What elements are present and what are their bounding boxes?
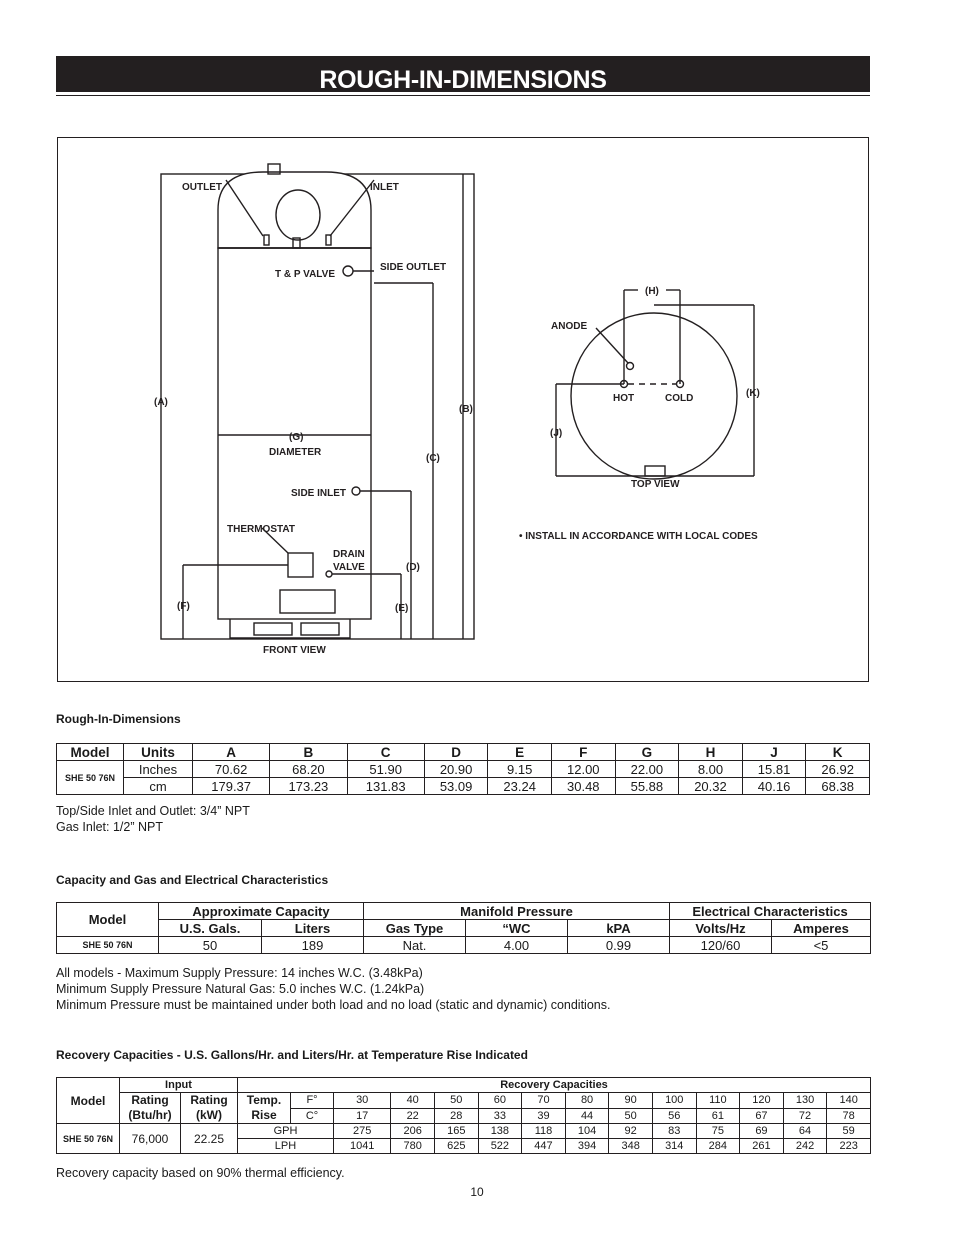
unit-cell: F° [291,1093,334,1109]
value-cell: 522 [478,1139,522,1154]
header-cell: kPA [568,920,670,937]
value-cell: 275 [334,1124,391,1139]
value-cell: 12.00 [551,761,615,778]
capacity-notes [56,965,610,1013]
header-text: Rating [131,1093,169,1107]
dims-table [56,743,870,795]
value-cell: 120/60 [670,937,772,954]
header-cell: Gas Type [364,920,466,937]
value-cell: 261 [740,1139,784,1154]
table-header-row [57,920,871,937]
capacity-table [56,902,871,954]
value-cell: 68.20 [270,761,347,778]
header-cell: Input [120,1078,238,1093]
value-cell: 50 [159,937,262,954]
table-row [57,778,870,795]
value-cell: 78 [827,1108,871,1124]
label-tp-valve: T & P VALVE [275,269,336,280]
header-cell: Model [57,903,159,937]
value-cell: 17 [334,1108,391,1124]
tp-valve [343,266,353,276]
rough-in-diagram [58,138,870,683]
label-anode: ANODE [551,321,588,332]
header-cell: Manifold Pressure [364,903,670,920]
label-a: (A) [154,397,168,408]
note-line: Top/Side Inlet and Outlet: 3/4” NPT [56,804,250,818]
header-cell: F [551,744,615,761]
unit-cell: LPH [238,1139,334,1154]
header-text: Rise [251,1108,277,1122]
header-cell: Approximate Capacity [159,903,364,920]
value-cell: 140 [827,1093,871,1109]
title-banner [56,56,870,92]
value-cell: 104 [565,1124,609,1139]
side-inlet-fitting [352,487,360,495]
value-cell: 4.00 [466,937,568,954]
note-line: Minimum Supply Pressure Natural Gas: 5.0 inches W.C. (1.24kPa) [56,982,425,996]
value-cell: 20.32 [679,778,743,795]
table-header-row [57,744,870,761]
value-cell: 59 [827,1124,871,1139]
capacity-title: Capacity and Gas and Electrical Characteristics [56,873,329,887]
header-cell: Units [124,744,193,761]
value-cell: 64 [783,1124,827,1139]
value-cell: 20.90 [424,761,488,778]
value-cell: 118 [522,1124,566,1139]
header-cell: A [193,744,270,761]
value-cell: 284 [696,1139,740,1154]
label-c: (C) [426,453,440,464]
top-view-circle [571,313,737,479]
label-thermostat: THERMOSTAT [227,524,295,535]
header-cell: D [424,744,488,761]
table-row [57,761,870,778]
label-top-view: TOP VIEW [631,479,680,490]
value-cell: 348 [609,1139,653,1154]
value-cell: 61 [696,1108,740,1124]
value-cell: 30 [334,1093,391,1109]
header-cell: Model [57,1078,120,1124]
header-text: (Btu/hr) [128,1108,172,1122]
value-cell: 625 [434,1139,478,1154]
table-header-row [57,1093,871,1109]
header-text: Rating [190,1093,228,1107]
value-cell: 22 [391,1108,435,1124]
value-cell: 1041 [334,1139,391,1154]
value-cell: 223 [827,1139,871,1154]
dims-notes [56,803,250,835]
header-cell: K [806,744,870,761]
value-cell: 60 [478,1093,522,1109]
label-e: (E) [395,603,409,614]
note-line: All models - Maximum Supply Pressure: 14 inches W.C. (3.48kPa) [56,966,423,980]
value-cell: 67 [740,1108,784,1124]
value-cell: 72 [783,1108,827,1124]
header-cell: “WC [466,920,568,937]
unit-cell: C° [291,1108,334,1124]
value-cell: 242 [783,1139,827,1154]
label-valve: VALVE [333,562,365,573]
value-cell: 80 [565,1093,609,1109]
recovery-note: Recovery capacity based on 90% thermal efficiency. [56,1166,345,1180]
anode-fitting [627,363,634,370]
value-cell: 780 [391,1139,435,1154]
label-d: (D) [406,562,420,573]
model-cell: SHE 50 76N [57,761,124,795]
recovery-table [56,1077,871,1154]
value-cell: 130 [783,1093,827,1109]
model-cell: SHE 50 76N [57,937,159,954]
header-cell: Liters [262,920,364,937]
value-cell: 39 [522,1108,566,1124]
unit-cell: cm [124,778,193,795]
value-cell: 189 [262,937,364,954]
value-cell: 75 [696,1124,740,1139]
value-cell: 0.99 [568,937,670,954]
value-cell: 40.16 [742,778,806,795]
label-j: (J) [550,428,563,439]
unit-cell: GPH [238,1124,334,1139]
note-line: Gas Inlet: 1/2” NPT [56,820,163,834]
header-cell: E [488,744,552,761]
value-cell: 138 [478,1124,522,1139]
value-cell: 92 [609,1124,653,1139]
label-cold: COLD [665,393,694,404]
label-inlet: INLET [370,182,399,193]
value-cell: 110 [696,1093,740,1109]
value-cell: 68.38 [806,778,870,795]
page-number: 10 [470,1185,484,1199]
value-cell: 131.83 [347,778,424,795]
value-cell: 53.09 [424,778,488,795]
label-h: (H) [645,286,659,297]
value-cell: 50 [609,1108,653,1124]
value-cell: 100 [652,1093,696,1109]
drain-valve [326,571,332,577]
table-header-row [57,903,871,920]
value-cell: 90 [609,1093,653,1109]
header-cell [181,1093,238,1124]
value-cell: 33 [478,1108,522,1124]
header-cell: H [679,744,743,761]
header-text: Temp. [246,1093,282,1107]
header-cell [238,1093,291,1124]
thermostat-box [288,553,313,577]
value-cell: 23.24 [488,778,552,795]
label-drain: DRAIN [333,549,365,560]
value-cell: 26.92 [806,761,870,778]
label-side-outlet: SIDE OUTLET [380,262,447,273]
page-title: ROUGH-IN-DIMENSIONS [319,66,607,94]
header-cell [120,1093,181,1124]
value-cell: 165 [434,1124,478,1139]
value-cell: Nat. [364,937,466,954]
label-b: (B) [459,404,473,415]
value-cell: 9.15 [488,761,552,778]
tank-dome [218,172,371,248]
diagram-frame [57,137,869,682]
table-row [57,937,871,954]
value-cell: 22.25 [181,1124,238,1154]
label-f: (F) [177,601,190,612]
header-text: (kW) [196,1108,222,1122]
value-cell: 179.37 [193,778,270,795]
title-rule [56,95,870,96]
value-cell: 50 [434,1093,478,1109]
value-cell: 28 [434,1108,478,1124]
header-cell: Recovery Capacities [238,1078,871,1093]
element-box [280,590,335,613]
label-k: (K) [746,388,760,399]
header-cell: B [270,744,347,761]
value-cell: 15.81 [742,761,806,778]
value-cell: 76,000 [120,1124,181,1154]
label-diameter: DIAMETER [269,447,322,458]
label-install-note: • INSTALL IN ACCORDANCE WITH LOCAL CODES [519,531,758,542]
table-header-row [57,1078,871,1093]
header-cell: Electrical Characteristics [670,903,871,920]
header-cell: C [347,744,424,761]
note-line: Minimum Pressure must be maintained under both load and no load (static and dynamic) conditions. [56,998,611,1012]
dims-title: Rough-In-Dimensions [56,712,181,726]
recovery-title: Recovery Capacities - U.S. Gallons/Hr. and Liters/Hr. at Temperature Rise Indicated [56,1048,528,1062]
value-cell: 8.00 [679,761,743,778]
label-front-view: FRONT VIEW [263,645,326,656]
value-cell: 30.48 [551,778,615,795]
header-cell: Amperes [772,920,871,937]
value-cell: 40 [391,1093,435,1109]
label-outlet: OUTLET [182,182,222,193]
value-cell: 22.00 [615,761,679,778]
value-cell: 314 [652,1139,696,1154]
header-cell: Model [57,744,124,761]
value-cell: 173.23 [270,778,347,795]
value-cell: 44 [565,1108,609,1124]
value-cell: 83 [652,1124,696,1139]
value-cell: 394 [565,1139,609,1154]
label-side-inlet: SIDE INLET [291,488,347,499]
value-cell: 447 [522,1139,566,1154]
header-cell: J [742,744,806,761]
header-cell: Volts/Hz [670,920,772,937]
value-cell: <5 [772,937,871,954]
label-g: (G) [289,432,304,443]
header-cell: G [615,744,679,761]
label-hot: HOT [613,393,635,404]
value-cell: 51.90 [347,761,424,778]
model-cell: SHE 50 76N [57,1124,120,1154]
value-cell: 55.88 [615,778,679,795]
value-cell: 120 [740,1093,784,1109]
unit-cell: Inches [124,761,193,778]
value-cell: 56 [652,1108,696,1124]
top-view-drain [645,466,665,476]
value-cell: 70 [522,1093,566,1109]
value-cell: 69 [740,1124,784,1139]
value-cell: 206 [391,1124,435,1139]
table-row [57,1124,871,1139]
header-cell: U.S. Gals. [159,920,262,937]
value-cell: 70.62 [193,761,270,778]
